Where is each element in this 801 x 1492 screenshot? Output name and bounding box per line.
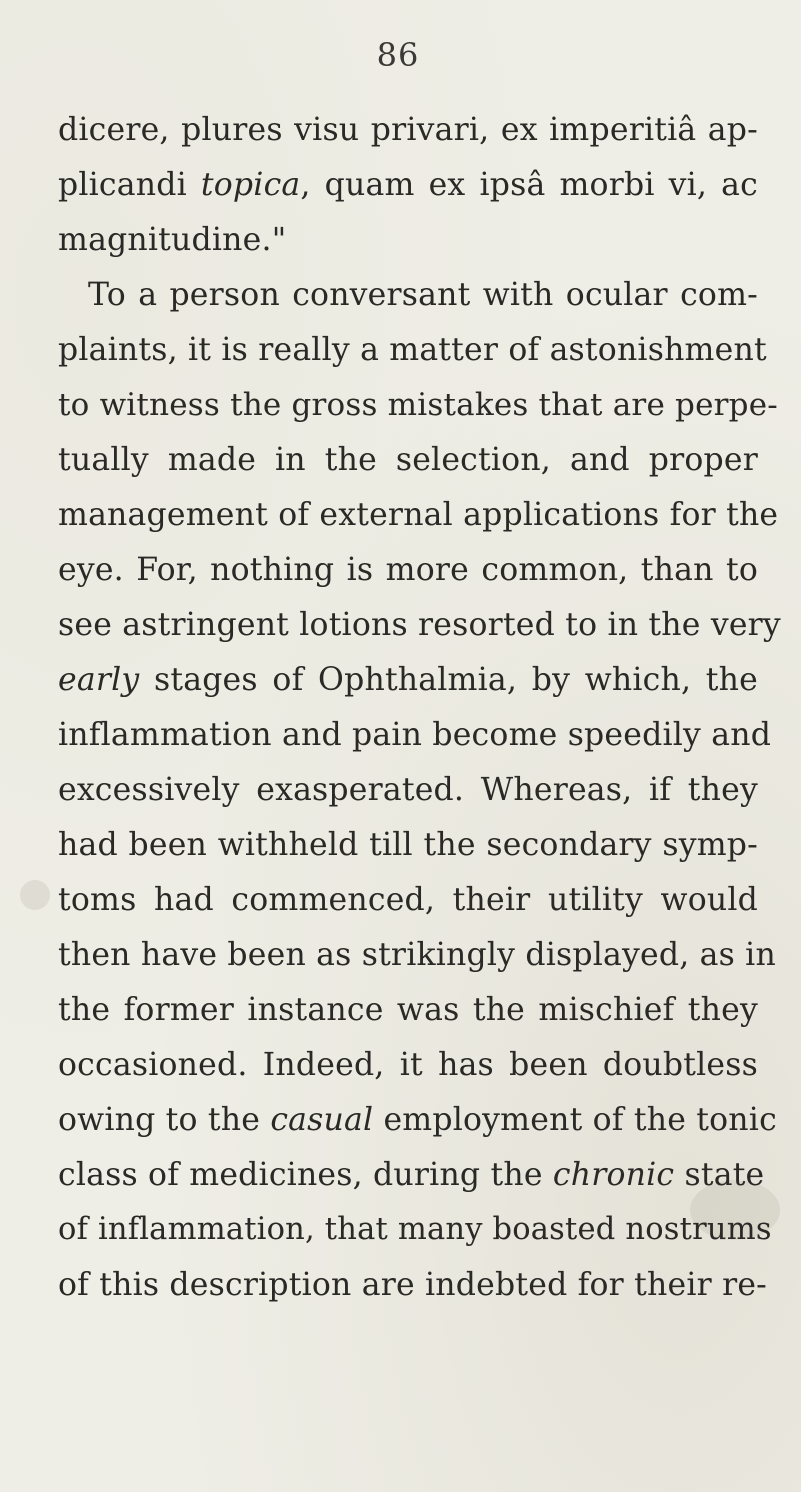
text-line: plaints, it is really a matter of astonishment <box>58 332 767 368</box>
text-line: dicere, plures visu privari, ex imperitiâ ap- <box>58 112 758 148</box>
paper-stain <box>20 880 50 910</box>
text-line: tually made in the selection, and proper <box>58 442 758 478</box>
text-line: class of medicines, during the chronic state <box>58 1157 765 1193</box>
italic-term: chronic <box>552 1157 675 1193</box>
text-line: excessively exasperated. Whereas, if they <box>58 772 758 808</box>
text-line: plicandi topica, quam ex ipsâ morbi vi, ac <box>58 167 758 203</box>
text-line: owing to the casual employment of the tonic <box>58 1102 777 1138</box>
text-line: of this description are indebted for their re- <box>58 1267 768 1303</box>
text-line: early stages of Ophthalmia, by which, the <box>58 662 758 698</box>
italic-term: early <box>58 662 140 698</box>
text-line: eye. For, nothing is more common, than to <box>58 552 758 588</box>
text-line: inflammation and pain become speedily and <box>58 717 772 753</box>
text-line: occasioned. Indeed, it has been doubtless <box>58 1047 758 1083</box>
text-line: then have been as strikingly displayed, as in <box>58 937 776 973</box>
text-line: toms had commenced, their utility would <box>58 882 758 918</box>
italic-term: casual <box>270 1102 374 1138</box>
text-line: had been withheld till the secondary symp- <box>58 827 758 863</box>
text-line: management of external applications for the <box>58 497 779 533</box>
text-line: of inflammation, that many boasted nostrums <box>58 1212 772 1247</box>
text-line: see astringent lotions resorted to in the very <box>58 607 781 643</box>
text-line: magnitudine." <box>58 222 287 258</box>
page-number: 86 <box>376 36 420 74</box>
text-line: To a person conversant with ocular com- <box>88 277 758 313</box>
text-line: to witness the gross mistakes that are perpe- <box>58 387 778 423</box>
italic-term: topica <box>200 167 301 203</box>
text-line: the former instance was the mischief they <box>58 992 758 1028</box>
